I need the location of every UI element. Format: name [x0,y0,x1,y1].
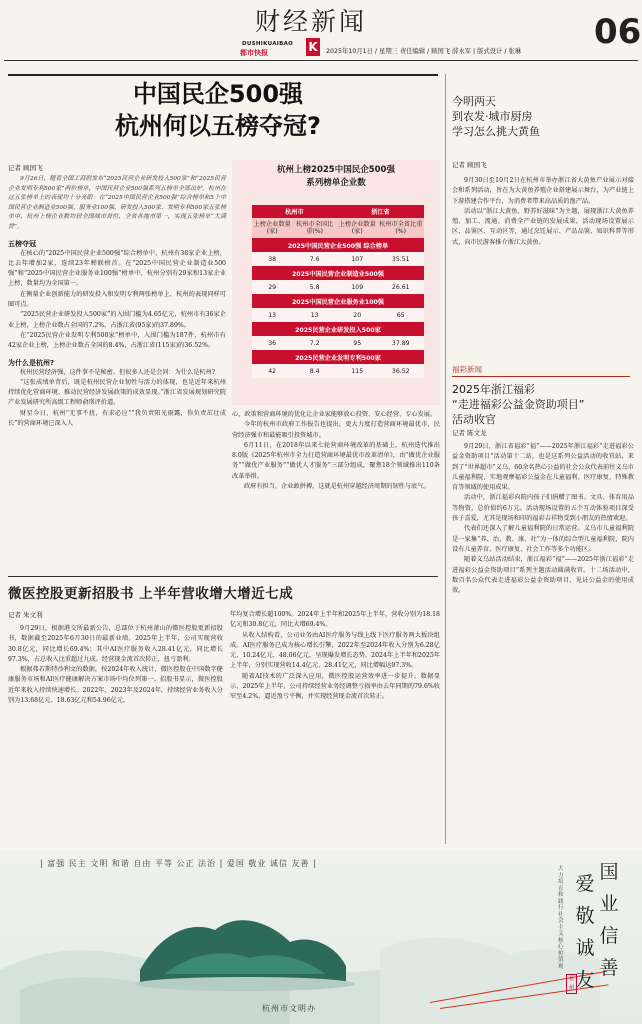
table-cell: 109 [337,280,378,294]
table-cell: 35.51 [378,252,424,266]
article-2-paragraph: 根据弗若斯特沙利文的数据，按2024年收入统计，微医控股在中国数字健康服务市场和AI医疗健康解决方案市场中均位列第一。招股书显示，微医控股近年来收入持续快速增长。2022年、2023年及2024年，持续经营业务收入分别为13.68亿元、18.63亿元和54.96亿元， [8,666,223,705]
newspaper-logo-icon: K [306,38,320,56]
table-cell: 36 [252,336,292,350]
table-section-label: 2025民营企业发明专利500家 [252,350,424,364]
right-article-2-body [452,442,634,596]
table-cell: 20 [337,308,378,322]
lead-paragraph: 今年的杭州市政府工作报告也提出，更大力度打造营商环境最优市，民营经济强市和最能吸引投资城市。 [232,421,440,439]
banner-character: 敬 [575,905,595,927]
banner-character: 友 [575,969,595,991]
lead-paragraph: 在衡量企业创新能力的研发投入和发明专利两张榜单上，杭州的表现同样可圈可点。 [8,290,226,309]
banner-character: 善 [599,957,619,979]
landscape-illustration [0,850,642,1024]
lead-byline: 记者 顾国飞 [8,164,43,172]
table-section-label: 2025中国民营企业制造业500强 [252,266,424,280]
right-article-2-paragraph: 随着义乌站活动结束，浙江福彩“福”——2025年浙江福彩“走进福彩公益金资助项目”系列主题活动圆满收官。十二场活动中，数百名公众代表走进福彩公益金资助项目，见证公益金的使用成效。 [452,556,634,595]
right-article-2-paragraph: 代表们还深入了解儿童福利院的日常运营。义乌市儿童福利院是一家集“养、治、教、康、社”为一体的综合型儿童福利院，院内设有儿童养育、医疗康复、社会工作等多个功能区。 [452,525,634,553]
ranking-table-title-line1: 杭州上榜2025中国民企500强 [277,165,395,175]
table-section-label: 2025民营企业研发投入500家 [252,322,424,336]
lead-paragraph: “这张成绩单背后，既是杭州民营企业韧性与活力的体现，也是近年来杭州持续优化营商环境、推动民营经济发展政策的成效显现。”浙江省发展规划研究院产业发展研究所高级工程师俞瑛评价道。 [8,378,226,407]
section-rule [452,376,630,377]
lead-top-rule [8,74,438,76]
table-section-label: 2025中国民营企业500强 综合榜单 [252,238,424,252]
lead-paragraph: 政府有担当，企业敢拼搏，这就是杭州穿越经济周期的韧性与底气。 [244,483,430,491]
right-article-2-paragraph: 9月29日，浙江省福彩“福”——2025年浙江福彩“走进福彩公益金资助项目”活动第十二站，也是这系列公益活动的收官站，来到了“世界超市”义乌，60余名热心公益的社会公众代表前往义乌市儿童福利院，实地观摩福彩公益金在儿童福利、医疗康复、特殊教育等领域的使用成果。 [452,443,634,492]
article-2-paragraph: 9月29日，根据港交所最新公告，总部位于杭州萧山的微医控股更新招股书，数据截至2025年6月30日的最新业绩。2025年上半年，公司实现营收30.8亿元，同比增长69.4%；其中AI医疗服务收入28.41亿元，同比增长97.3%，占总收入比重超过九成。经营现金流首次转正，扭亏盈利。 [8,625,223,663]
lead-paragraph: 杭州民营经济强，这件事不是秘密。但很多人还是会问：为什么是杭州? [20,368,216,376]
lead-paragraph: 心，政策和营商环境的优化让企业家能够放心投资、安心经营、专心发展。 [232,411,437,418]
right-article-2-headline-line3: 活动收官 [452,413,496,426]
table-cell: 8.4 [292,364,337,378]
table-cell: 38 [252,252,292,266]
table-cell: 29 [252,280,292,294]
article-2-byline: 记者 朱文利 [8,611,43,619]
region-header-zhejiang: 浙江省 [337,205,424,218]
lead-paragraph: 在“2025民营企业发明专利500家”榜单中，入围门槛为187件，杭州市有42家企业上榜，上榜企业数占全国的8.4%，占浙江省(115家)的36.52%。 [8,331,226,350]
right-article-1-headline-line2: 到农发·城市厨房 [452,110,533,123]
table-cell: 95 [337,336,378,350]
newspaper-brand: 都市快报 [240,49,268,57]
masthead-rule [4,60,638,61]
right-article-1-paragraph: 9月30日至10月2日在杭州市举办浙江省大黄鱼产业展示对接会和系列活动，旨在为大黄鱼养殖企业搭建展示舞台，为产业链上下游搭建合作平台，为消费者带来高品质的渔产品。 [452,177,634,205]
lead-paragraph: 6月11日，在2018年以来七轮营商环境改革的基础上，杭州迭代推出8.0版《2025年杭州市全力打造营商环境最优市改革清单》，由“做优企业服务”“做优产业服务”“做优人才服务”三部分组成，聚焦18个领域推出110条改革举措。 [232,441,440,480]
lead-intro: 9月26日，随着全国工商联发布“2025民营企业研发投入500家”和“2025民营企业发明专利500家”两份榜单，中国民营企业500强系列五榜单全部出炉。杭州在这五张榜单上的表现均十分亮眼：在“2025中国民营企业500强”综合榜单和5个中国民营企业制造业500强、服务业100强、研发投入500家、发明专利500家五张榜单中，杭州上榜企业数均居全国城市首位，全省各地市第一，实现五张榜单“大满贯”。 [8,176,226,230]
table-cell: 7.6 [292,252,337,266]
lead-paragraph: 在核心的“2025中国民营企业500强”综合榜单中，杭州有38家企业上榜，比去年增加2家，连续23年蝉联榜首。在“2025中国民营企业制造业500强”和“2025中国民营企业服务业100强”榜单中，杭州分别有29家和13家企业上榜，数量均为全国第一。 [8,249,226,288]
table-cell: 42 [252,364,292,378]
lead-paragraph: 财星今日，杭州“无事不扰，有求必应”“我负责阳光雨露，你负责茁壮成长”的营商环境已深入人 [8,409,226,428]
table-cell: 13 [252,308,292,322]
lead-column-1 [8,175,226,429]
right-article-1-headline [452,94,632,139]
banner-vertical-left [574,872,596,992]
banner-character: 诚 [575,937,595,959]
civic-banner [0,850,642,1024]
ranking-table-title [240,164,432,190]
column-header: 上榜企业数量(家) [252,218,292,238]
lead-headline [68,78,368,142]
lead-subhead-2: 为什么是杭州? [8,358,55,367]
article-2-paragraph: 年均复合增长超100%。2024年上半年和2025年上半年，营收分别为18.18亿元和30.8亿元，同比大增69.4%。 [230,611,440,629]
ranking-table [252,205,424,378]
table-cell: 7.2 [292,336,337,350]
table-cell: 115 [337,364,378,378]
column-header: 上榜企业数量(家) [337,218,378,238]
page-number: 06 [594,12,642,52]
banner-character: 爱 [575,873,595,895]
issue-info: 2025年10月1日 / 星期三 责任编辑 / 顾国飞 薛永军 | 版式设计 / 张琳 [326,48,522,55]
section-title: 财经新闻 [255,7,368,36]
table-cell: 26.61 [378,280,424,294]
table-section-label: 2025中国民营企业服务业100强 [252,294,424,308]
right-article-2-byline: 记者 陈文龙 [452,429,487,437]
core-values-slogan: | 富强 民主 文明 和谐 自由 平等 公正 法治 | 爱国 敬业 诚信 友善 | [40,859,317,868]
right-article-2-headline [452,382,634,427]
banner-character: 业 [599,893,619,915]
article-2-column-1 [8,624,223,706]
region-header-hangzhou: 杭州市 [252,205,337,218]
table-cell: 37.89 [378,336,424,350]
ranking-table-title-line2: 系列榜单企业数 [306,178,366,188]
lead-headline-line1: 中国民企500强 [132,80,304,108]
right-article-2-paragraph: 活动中，浙江福彩向院内孩子们捐赠了图书、文具、体育用品等物资，总价值约6万元。活动现场设置的五个互动体验项目深受孩子喜爱，尤其是现场和印的福彩吉祥物受到小朋友的热情欢迎。 [452,494,634,523]
lead-paragraph: “2025民营企业研发投入500家”的入围门槛为4.65亿元，杭州市有36家企业上榜，上榜企业数占全国的7.2%，占浙江省(95家)的37.89%。 [8,311,226,329]
table-cell: 13 [292,308,337,322]
table-cell: 5.8 [292,280,337,294]
article-2-paragraph: 随着AI技术的广泛深入应用，微医控股运营效率进一步提升。数据显示，2025年上半年，公司持续经营业务经调整亏损率由去年同期的79.6%收窄至4.2%，逼近盈亏平衡，并实现经营现金流首次转正。 [230,672,440,701]
banner-footer: 杭州市文明办 [262,1004,316,1013]
lead-column-2 [232,410,440,492]
seal-stamp-icon: 杭州 [566,974,577,994]
column-header: 杭州市全国比重(%) [292,218,337,238]
table-cell: 36.52 [378,364,424,378]
table-cell: 65 [378,308,424,322]
table-cell: 107 [337,252,378,266]
banner-character: 信 [599,925,619,947]
article-2-paragraph: 从收入结构看，公司业务由AI医疗服务与线上线下医疗服务两大板块组成。AI医疗服务已成为核心增长引擎，2022年至2024年收入分别为6.28亿元、10.24亿元、48.06亿元，呈现爆发增长态势。2024年上半年和2025年上半年，分别实现营收14.4亿元、28.41亿元，同比增幅达97.3%。 [230,631,440,670]
lead-subhead-1: 五榜夺冠 [8,239,36,248]
banner-character: 国 [599,861,619,883]
column-header: 杭州市全省比重(%) [378,218,424,238]
right-article-1-byline: 记者 顾国飞 [452,161,487,169]
lead-headline-line2: 杭州何以五榜夺冠? [115,112,321,140]
right-article-1-headline-line3: 学习怎么挑大黄鱼 [452,125,540,138]
article-2-column-2 [230,610,440,703]
banner-vertical-caption: 大力培育和践行社会主义核心价值观 [558,866,564,970]
right-article-2-headline-line2: “走进福彩公益金资助项目” [452,398,585,411]
right-article-1-body [452,176,634,248]
banner-vertical-right [598,860,620,980]
section-label: 福彩新闻 [452,365,482,374]
article-2-headline: 微医控股更新招股书 上半年营收增大增近七成 [8,586,294,602]
right-article-2-headline-line1: 2025年浙江福彩 [452,383,535,396]
right-article-1-paragraph: 活动以“浙江大黄鱼，野养好滋味”为主题，展现浙江大黄鱼养殖、加工、流通、消费全产业链的发展成果，活动现场设置展示区、品鉴区、互动区等，通过烹饪展示、产品品鉴、知识科普等形式，向市民游客推介浙江大黄鱼。 [452,207,634,246]
article-2-top-rule [8,576,438,577]
newspaper-pinyin: DUSHIKUAIBAO [242,41,294,47]
right-article-1-headline-line1: 今明两天 [452,95,496,108]
column-divider [445,74,446,844]
